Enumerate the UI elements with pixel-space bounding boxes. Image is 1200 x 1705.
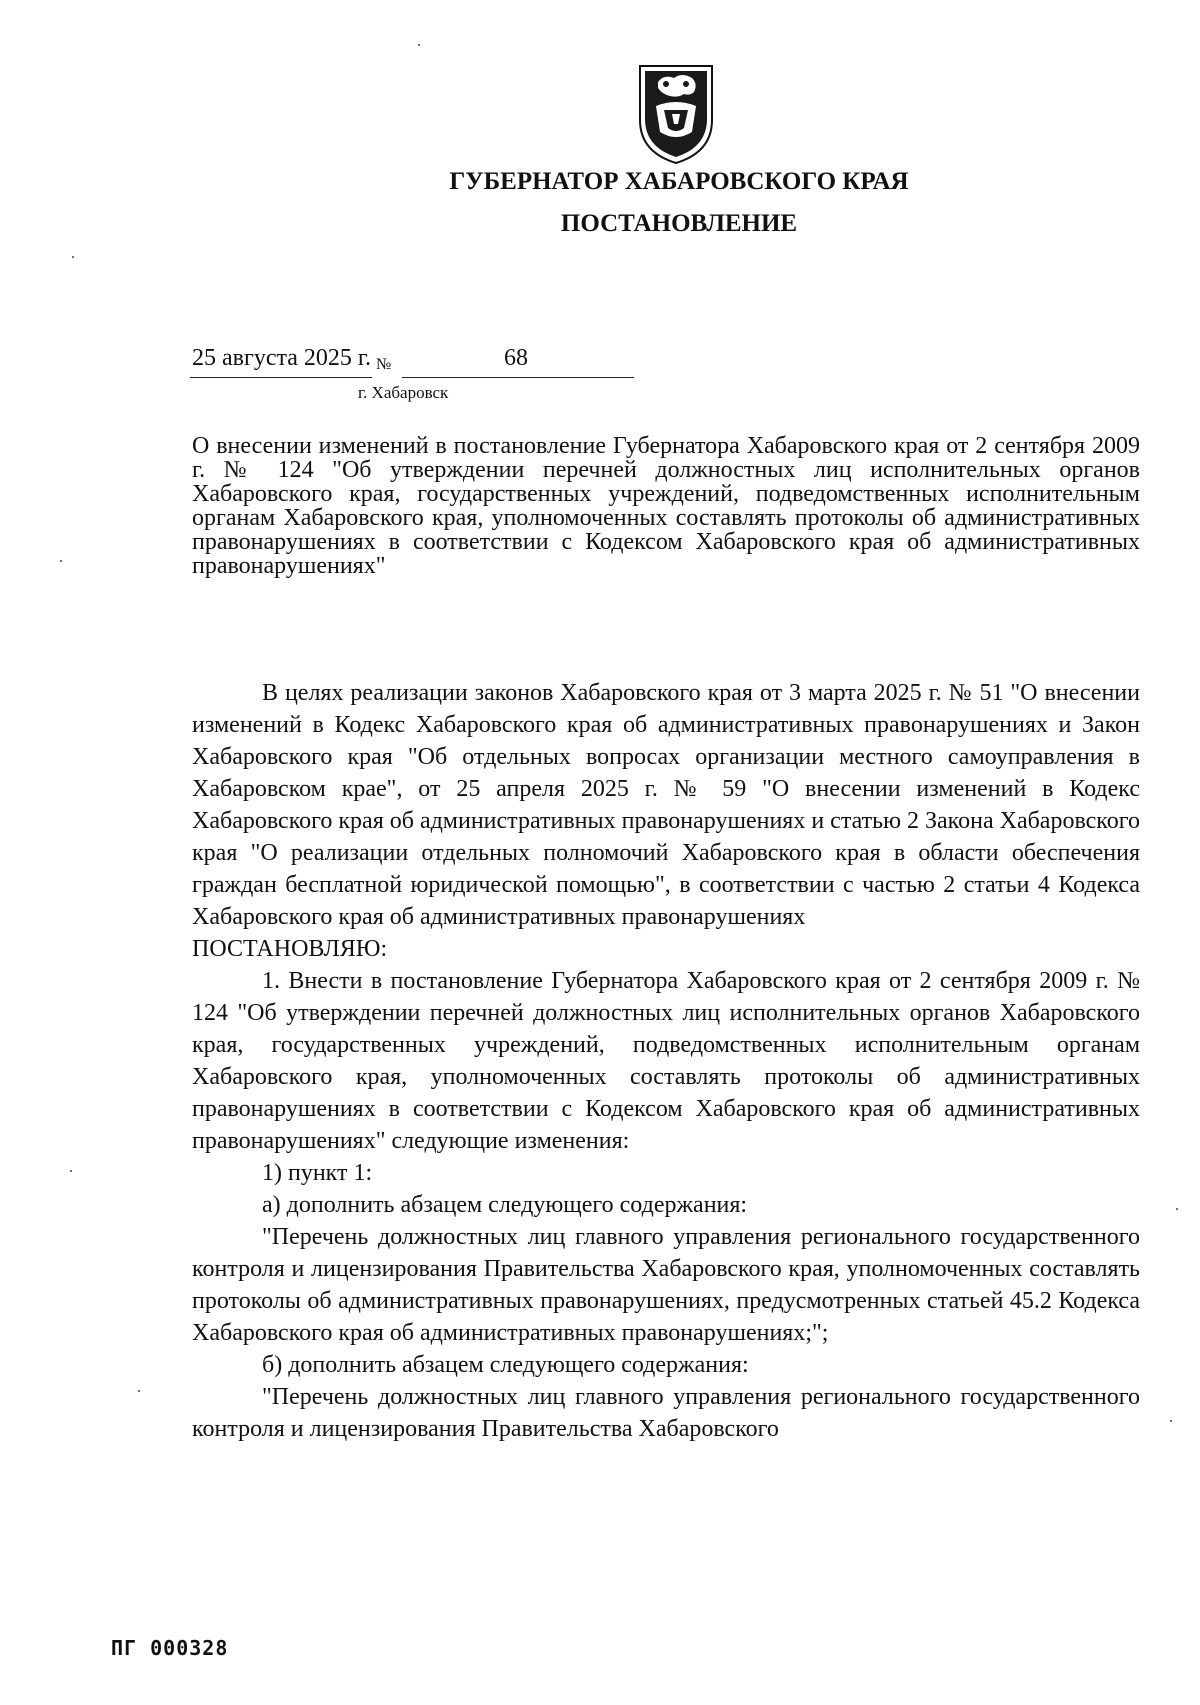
number-underline [402,377,634,378]
scan-speck [138,1390,140,1392]
quote-b-paragraph: "Перечень должностных лиц главного управления регионального государственного контроля и лицензирования Правительства Хабаровского [192,1384,1140,1442]
document-type-heading: ПОСТАНОВЛЕНИЕ [560,210,798,237]
subitem-b: б) дополнить абзацем следующего содержания: [262,1352,749,1378]
preamble-paragraph: В целях реализации законов Хабаровского края от 3 марта 2025 г. № 51 "О внесении изменений в Кодекс Хабаровского края об административных правонарушениях и Закон Хабаровского края "Об отдельных вопросах организации местного самоуправления в Хабаровском крае", от 25 апреля 2025 г. № 59 "О внесении изменений в Кодекс Хабаровского края об административных правонарушениях и статью 2 Закона Хабаровского края "О реализации отдельных полномочий Хабаровского края в области обеспечения граждан бесплатной юридической помощью", в соответствии с частью 2 статьи 4 Кодекса Хабаровского края об административных правонарушениях [192,680,1140,930]
subitem-a: а) дополнить абзацем следующего содержания: [262,1192,748,1218]
document-title: О внесении изменений в постановление Губернатора Хабаровского края от 2 сентября 2009 г. № 124 "Об утверждении перечней должностных лиц исполнительных органов Хабаровского края, государственных учреждений, подведомственных исполнительным органам Хабаровского края, уполномоченных составлять протоколы об административных правонарушениях в соответствии с Кодексом Хабаровского края об административных правонарушениях" [192,433,1140,579]
scan-speck [1170,1420,1172,1422]
form-serial-number: ПГ 000328 [111,1636,229,1660]
authority-heading: ГУБЕРНАТОР ХАБАРОВСКОГО КРАЯ [449,168,909,195]
scan-speck [60,560,62,562]
scan-speck [72,256,74,258]
subitem-1: 1) пункт 1: [262,1160,373,1186]
document-date: 25 августа 2025 г. [192,345,372,371]
scan-speck [418,44,420,46]
document-body [192,677,1140,1445]
date-underline [190,377,372,378]
city-label: г. Хабаровск [358,383,449,402]
document-number: 68 [504,345,528,371]
scan-speck [70,1170,72,1172]
decree-word: ПОСТАНОВЛЯЮ: [192,936,388,962]
scan-speck [1176,1208,1178,1210]
item-1-paragraph: 1. Внести в постановление Губернатора Хабаровского края от 2 сентября 2009 г. № 124 "Об утверждении перечней должностных лиц исполнительных органов Хабаровского края, государственных учреждений, подведомственных исполнительным органам Хабаровского края, уполномоченных составлять протоколы об административных правонарушениях в соответствии с Кодексом Хабаровского края об административных правонарушениях" следующие изменения: [192,968,1140,1154]
coat-of-arms-emblem [634,62,718,166]
quote-a-paragraph: "Перечень должностных лиц главного управления регионального государственного контроля и лицензирования Правительства Хабаровского края, уполномоченных составлять протоколы об административных правонарушениях, предусмотренных статьей 45.2 Кодекса Хабаровского края об административных правонарушениях;"; [192,1224,1140,1346]
number-sign: № [376,356,392,373]
